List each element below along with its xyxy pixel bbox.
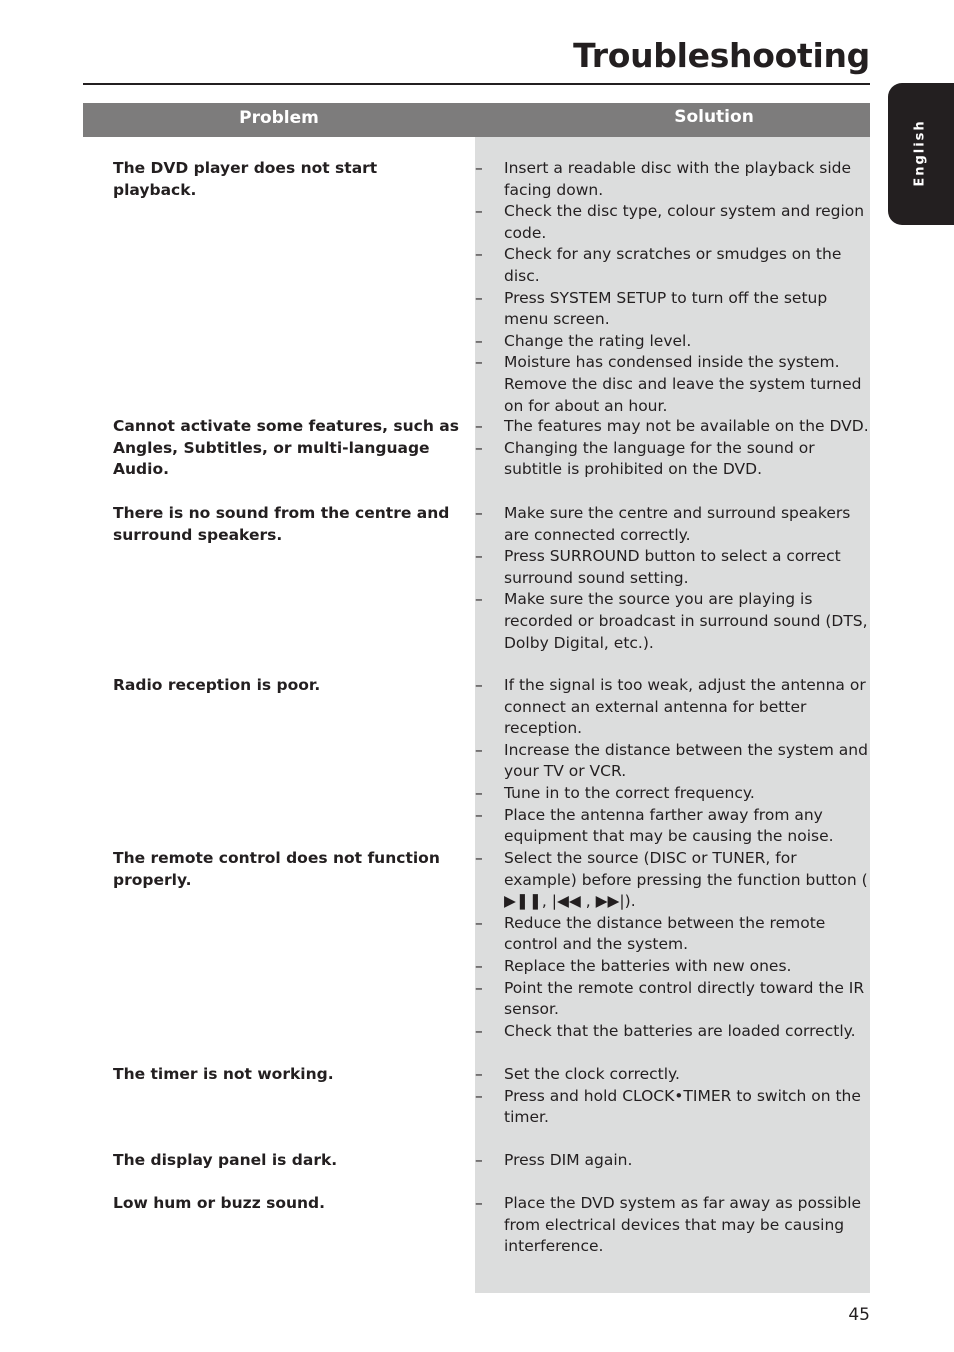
solution-list: [475, 1064, 871, 1129]
solution-item: – Make sure the source you are playing is recorded or broadcast in surround sound (DTS, Dolby Digital, etc.).: [475, 589, 871, 654]
solution-list: [475, 675, 871, 848]
solution-item: – Check the disc type, colour system and region code.: [475, 201, 871, 244]
solution-item: – Make sure the centre and surround speakers are connected correctly.: [475, 503, 871, 546]
problem-text: The timer is not working.: [113, 1065, 334, 1083]
page-title: Troubleshooting: [573, 36, 870, 75]
solution-item: – Tune in to the correct frequency.: [475, 783, 871, 805]
solution-item: – Changing the language for the sound or subtitle is prohibited on the DVD.: [475, 438, 871, 481]
solution-item: – Press DIM again.: [475, 1150, 871, 1172]
language-tab-label: English: [912, 119, 928, 187]
solution-list: [475, 503, 871, 654]
solution-item: – Place the antenna farther away from any equipment that may be causing the noise.: [475, 805, 871, 848]
solution-item: – Press and hold CLOCK•TIMER to switch on the timer.: [475, 1086, 871, 1129]
problem-text: The display panel is dark.: [113, 1151, 338, 1169]
solution-item: – Insert a readable disc with the playback side facing down.: [475, 158, 871, 201]
solution-item: – Increase the distance between the system and your TV or VCR.: [475, 740, 871, 783]
solution-item: – Point the remote control directly toward the IR sensor.: [475, 978, 871, 1021]
problem-text: Radio reception is poor.: [113, 676, 321, 694]
solution-item: – Change the rating level.: [475, 331, 871, 353]
header-solution: Solution: [674, 107, 754, 127]
problem-text: The remote control does not function properly.: [113, 849, 440, 889]
solution-item: – Reduce the distance between the remote control and the system.: [475, 913, 871, 956]
solution-item: – Press SURROUND button to select a correct surround sound setting.: [475, 546, 871, 589]
solution-list: [475, 848, 871, 1042]
solution-list: [475, 1193, 871, 1258]
problem-text: Low hum or buzz sound.: [113, 1194, 326, 1212]
problem-text: The DVD player does not start playback.: [113, 159, 378, 199]
solution-item: – Check for any scratches or smudges on the disc.: [475, 244, 871, 287]
solution-item: – If the signal is too weak, adjust the antenna or connect an external antenna for better reception.: [475, 675, 871, 740]
solution-item: – Replace the batteries with new ones.: [475, 956, 871, 978]
solution-item: – The features may not be available on the DVD.: [475, 416, 871, 438]
page-number: 45: [848, 1305, 870, 1325]
solution-list: [475, 1150, 871, 1172]
problem-text: Cannot activate some features, such as Angles, Subtitles, or multi-language Audio.: [113, 417, 459, 479]
solution-item: – Set the clock correctly.: [475, 1064, 871, 1086]
solution-item: – Moisture has condensed inside the system. Remove the disc and leave the system turned on for about an hour.: [475, 352, 871, 417]
solution-item: – Check that the batteries are loaded correctly.: [475, 1021, 871, 1043]
header-problem: Problem: [239, 108, 319, 128]
solution-list: [475, 416, 871, 481]
problem-text: There is no sound from the centre and surround speakers.: [113, 504, 450, 544]
solution-item: – Place the DVD system as far away as possible from electrical devices that may be causing interference.: [475, 1193, 871, 1258]
solution-item: – Press SYSTEM SETUP to turn off the setup menu screen.: [475, 288, 871, 331]
solution-list: [475, 158, 871, 417]
table-header: [83, 103, 870, 137]
solution-item: – Select the source (DISC or TUNER, for example) before pressing the function button ( ▶❚❚, |◀◀ , ▶▶|).: [475, 848, 871, 913]
title-rule: [83, 83, 870, 85]
